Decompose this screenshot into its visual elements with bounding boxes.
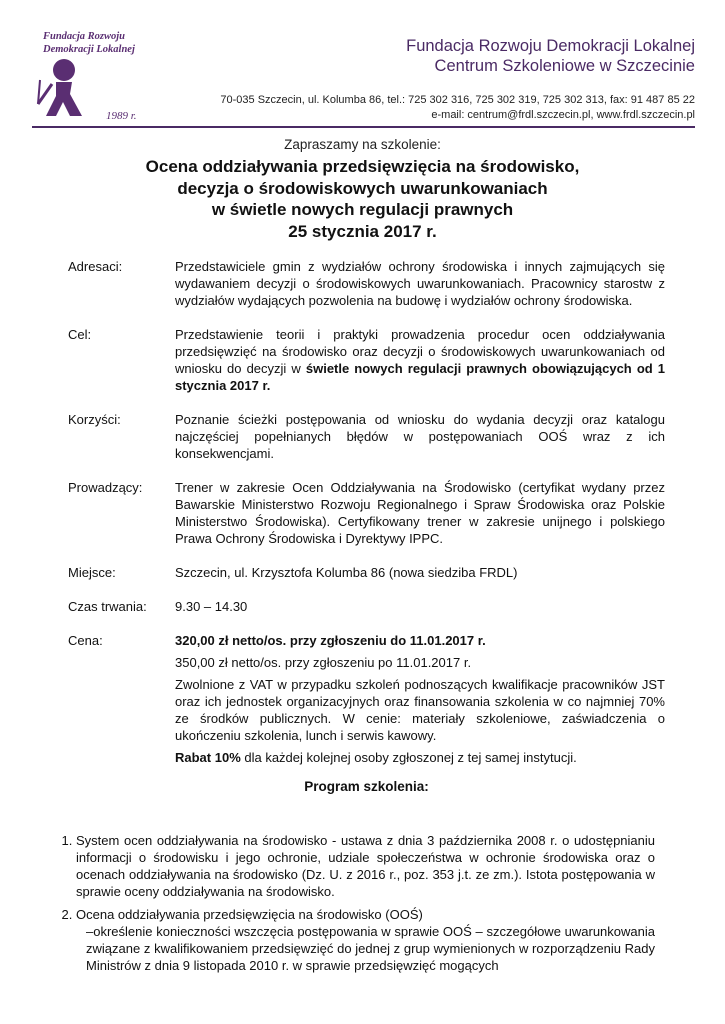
- intro-text: Zapraszamy na szkolenie:: [284, 137, 441, 152]
- row-label: Adresaci:: [68, 259, 123, 274]
- program-item: 1. System ocen oddziaływania na środowisko - ustawa z dnia 3 października 2008 r. o udostępnianiu informacji o środowisku i jego ochronie, udziale społeczeństwa w ochronie środowiska oraz o ocenach oddziaływania na środowisko (Dz. U. z 2016 r., poz. 353 j.t. ze zm.). Istota postępowania w sprawie oceny oddziaływania na środowisko.: [76, 832, 655, 900]
- row-label: Czas trwania:: [68, 599, 147, 614]
- org-header: [406, 36, 695, 76]
- vat-note: Zwolnione z VAT w przypadku szkoleń podnoszących kwalifikacje pracowników JST oraz ich jednostek organizacyjnych oraz finansowania szkolenia w co najmniej 70% ze środków publicznych. W cenie: materiały szkoleniowe, zaświadczenia o ukończeniu szkolenia, lunch i serwis kawowy.: [175, 677, 665, 743]
- row-cel: [68, 326, 665, 394]
- logo-text: Fundacja Rozwoju Demokracji Lokalnej: [43, 31, 135, 55]
- logo-year: 1989 r.: [106, 110, 137, 122]
- price-early: 320,00 zł netto/os. przy zgłoszeniu do 11.01.2017 r.: [175, 633, 486, 648]
- program-title: Program szkolenia:: [304, 779, 429, 794]
- org-name: Fundacja Rozwoju Demokracji Lokalnej: [406, 37, 695, 55]
- header-divider: [32, 126, 695, 128]
- row-adresaci: [68, 258, 665, 309]
- row-value: Poznanie ścieżki postępowania od wniosku do wydania decyzji oraz katalogu najczęściej popełnianych błędów w postępowaniach OOŚ wraz z ich konsekwencjami.: [175, 412, 665, 461]
- training-title: Ocena oddziaływania przedsięwzięcia na środowisko, decyzja o środowiskowych uwarunkowaniach w świetle nowych regulacji prawnych 25 stycznia 2017 r.: [0, 156, 725, 242]
- row-label: Korzyści:: [68, 412, 121, 427]
- email-line: e-mail: centrum@frdl.szczecin.pl, www.frdl.szczecin.pl: [431, 109, 695, 121]
- row-label: Miejsce:: [68, 565, 116, 580]
- contact-info: [220, 93, 695, 123]
- row-label: Cel:: [68, 327, 92, 342]
- discount-note: Rabat 10% dla każdej kolejnej osoby zgłoszonej z tej samej instytucji.: [175, 750, 577, 765]
- row-label: Prowadzący:: [68, 480, 143, 495]
- org-center-name: Centrum Szkoleniowe w Szczecinie: [434, 57, 695, 75]
- program-subitem: –określenie konieczności wszczęcia postępowania w sprawie OOŚ – szczegółowe uwarunkowania związane z kwalifikowaniem przedsięwzięć do jednej z grup wymienionych w rozporządzeniu Rady Ministrów z dnia 9 listopada 2010 r. w sprawie przedsięwzięć mogących: [86, 924, 655, 973]
- frdl-logo: [30, 30, 148, 124]
- price-late: 350,00 zł netto/os. przy zgłoszeniu po 11.01.2017 r.: [175, 655, 472, 670]
- row-czas: [68, 598, 665, 615]
- row-miejsce: [68, 564, 665, 581]
- row-value: [175, 632, 665, 771]
- program-list: [56, 832, 655, 980]
- row-value: Przedstawiciele gmin z wydziałów ochrony środowiska i innych zajmujących się wydawaniem decyzji o środowiskowych uwarunkowaniach. Pracownicy starostw z wydziałów wydających pozwolenia na budowę i wydziałów ochrony środowiska.: [175, 259, 665, 308]
- program-item: 2. Ocena oddziaływania przedsięwzięcia na środowisko (OOŚ) –określenie konieczności wszczęcia postępowania w sprawie OOŚ – szczegółowe uwarunkowania związane z kwalifikowaniem przedsięwzięć do jednej z grup wymienionych w rozporządzeniu Rady Ministrów z dnia 9 listopada 2010 r. w sprawie przedsięwzięć mogących: [76, 906, 655, 974]
- running-figure-icon: [30, 58, 100, 118]
- address-line: 70-035 Szczecin, ul. Kolumba 86, tel.: 725 302 316, 725 302 319, 725 302 313, fax: 91 487 85 22: [220, 94, 695, 106]
- training-date: 25 stycznia 2017 r.: [288, 221, 437, 241]
- training-details: [68, 258, 665, 795]
- row-cena: [68, 632, 665, 771]
- row-value: 9.30 – 14.30: [175, 599, 248, 614]
- row-value: Szczecin, ul. Krzysztofa Kolumba 86 (nowa siedziba FRDL): [175, 565, 518, 580]
- row-value: Przedstawienie teorii i praktyki prowadzenia procedur ocen oddziaływania przedsięwzięć na środowisko oraz decyzji o środowiskowych uwarunkowaniach od wniosku do decyzji w świetle nowych regulacji prawnych obowiązujących od 1 stycznia 2017 r.: [175, 327, 666, 393]
- row-prowadzacy: [68, 479, 665, 547]
- row-value: Trener w zakresie Ocen Oddziaływania na Środowisko (certyfikat wydany przez Bawarskie Ministerstwo Rozwoju Regionalnego i Spraw Środowiska oraz Polskie Ministerstwo Środowiska). Certyfikowany trener w zakresie unijnego i polskiego Prawa Ochrony Środowiska i Dyrektywy IPPC.: [175, 480, 665, 546]
- row-label: Cena:: [68, 633, 103, 648]
- row-korzysci: [68, 411, 665, 462]
